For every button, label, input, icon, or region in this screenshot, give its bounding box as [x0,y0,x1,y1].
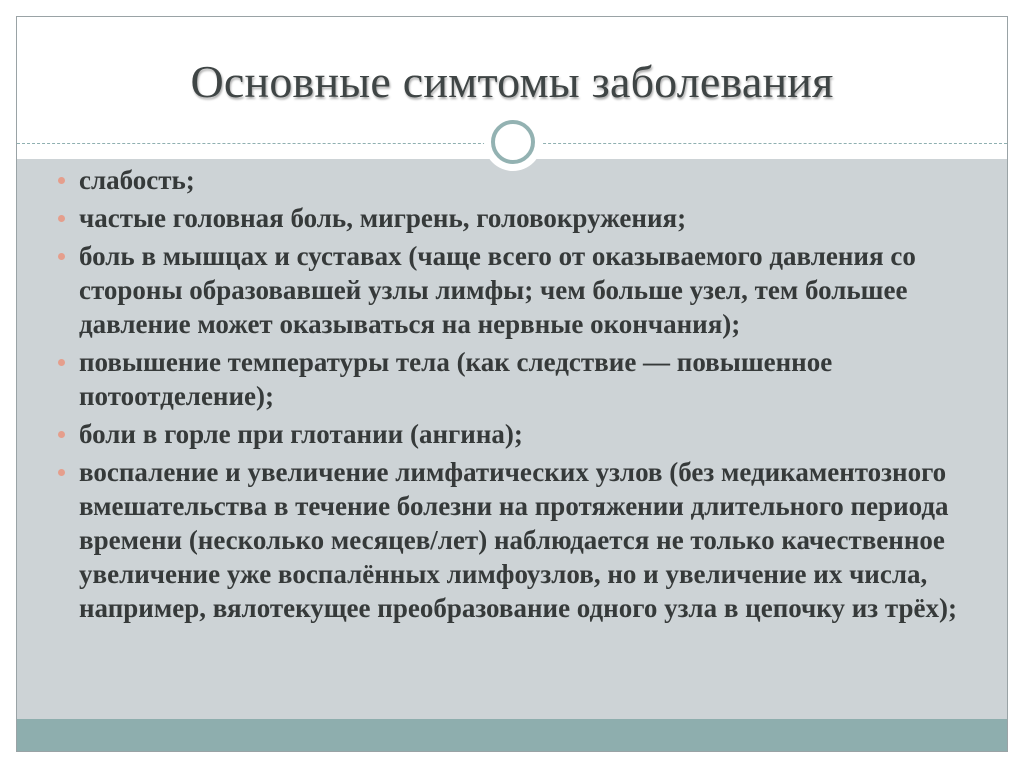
bullet-dot-icon [58,177,65,184]
list-item [55,239,995,341]
list-item-text: боли в горле при глотании (ангина); [79,419,523,449]
bullet-dot-icon [58,253,65,260]
list-item [55,417,995,451]
bullet-dot-icon [58,359,65,366]
slide [16,16,1008,752]
slide-title: Основные симтомы заболевания [190,56,834,107]
bullet-dot-icon [58,215,65,222]
list-item [55,201,995,235]
list-item [55,345,995,413]
list-item-text: воспаление и увеличение лимфатических узлов (без медикаментозного вмешательства в течение болезни на протяжении длительного периода времени (несколько месяцев/лет) наблюдается не только качественное увеличение уже воспалённых лимфоузлов, но и увеличение их числа, например, вялотекущее преобразование одного узла в цепочку из трёх); [79,457,957,623]
ring-icon [491,120,535,164]
bullet-dot-icon [58,469,65,476]
bottom-band [17,719,1007,752]
list-item-text: слабость; [79,165,195,195]
bullet-dot-icon [58,431,65,438]
list-item-text: частые головная боль, мигрень, головокружения; [79,203,687,233]
list-item [55,455,995,625]
list-item-text: повышение температуры тела (как следствие — повышенное потоотделение); [79,347,833,411]
list-item-text: боль в мышцах и суставах (чаще всего от оказываемого давления со стороны образовавшей узлы лимфы; чем больше узел, тем большее давление может оказываться на нервные окончания); [79,241,916,339]
divider-circle-icon [484,113,542,171]
symptom-list [55,163,995,629]
